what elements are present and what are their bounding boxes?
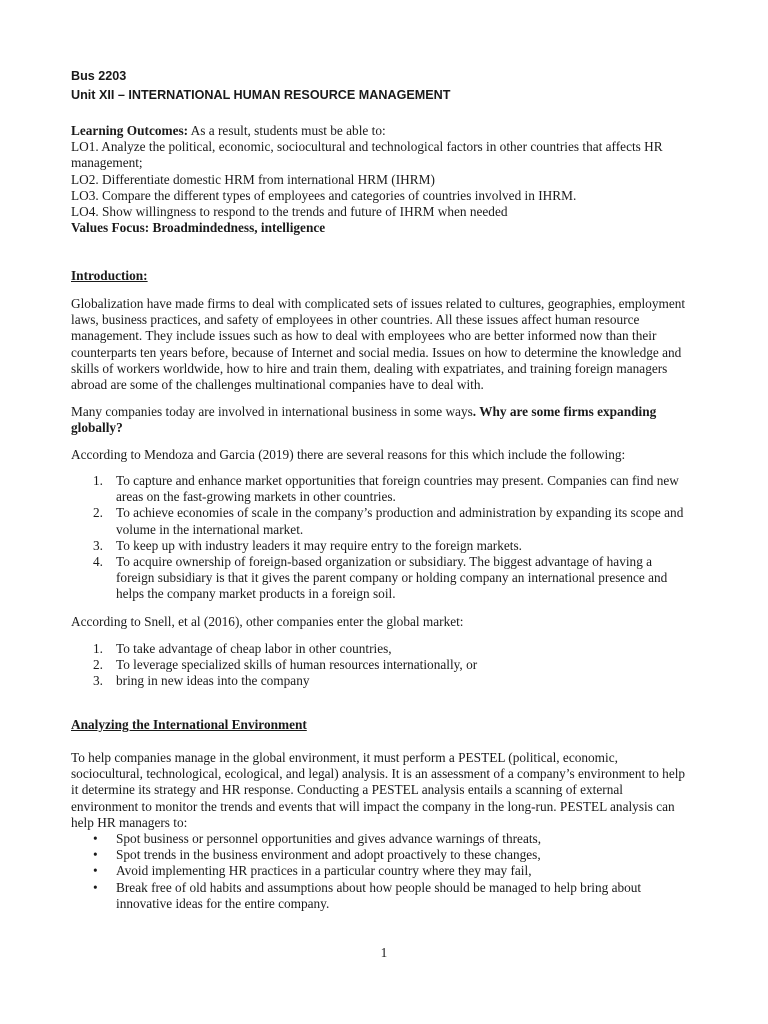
learning-outcome-1: LO1. Analyze the political, economic, sociocultural and technological factors in other countries that affects HR management;	[71, 139, 663, 171]
reasons-list	[71, 473, 691, 603]
introduction-paragraph-4: According to Snell, et al (2016), other companies enter the global market:	[71, 614, 464, 629]
introduction-heading: Introduction:	[71, 268, 148, 283]
learning-outcomes	[71, 123, 691, 236]
course-code: Bus 2203	[71, 69, 127, 83]
learning-outcomes-intro: Learning Outcomes: As a result, students must be able to:	[71, 123, 386, 138]
list-item: 3. bring in new ideas into the company	[93, 673, 310, 689]
pestel-benefits-list	[71, 831, 691, 912]
learning-outcome-4: LO4. Show willingness to respond to the trends and future of IHRM when needed	[71, 204, 508, 220]
bullet-icon: •	[93, 863, 98, 879]
introduction-paragraph-1: Globalization have made firms to deal with complicated sets of issues related to cultures, geographies, employment laws, business practices, and safety of employees in other countries. All these issues affect human resource management. They include issues such as how to deal with employees who are better informed now than their counterparts ten years before, because of Internet and social media. Issues on how to determine the knowledge and skills of workers worldwide, how to hire and train them, dealing with expatriates, and training foreign managers abroad are some of the challenges multinational companies have to deal with.	[71, 296, 686, 393]
why-expand-question: . Why are some firms expanding globally?	[71, 404, 657, 436]
list-item: 2. To leverage specialized skills of human resources internationally, or	[93, 657, 478, 673]
environment-heading: Analyzing the International Environment	[71, 717, 307, 732]
list-item: 3. To keep up with industry leaders it may require entry to the foreign markets.	[93, 537, 522, 553]
introduction-paragraph-2: Many companies today are involved in international business in some ways. Why are some firms expanding globally?	[71, 404, 657, 436]
list-item: 2. To achieve economies of scale in the company’s production and administration by expanding its scope and volume in the international market.	[93, 505, 684, 537]
bullet-icon: •	[93, 831, 98, 846]
list-item: 1. To take advantage of cheap labor in other countries,	[93, 641, 392, 656]
learning-outcomes-heading: Learning Outcomes:	[71, 123, 189, 138]
list-item: 1. To capture and enhance market opportunities that foreign countries may present. Companies can find new areas on the fast-growing markets in other countries.	[93, 473, 679, 505]
bullet-icon: •	[93, 847, 98, 863]
list-item: • Avoid implementing HR practices in a particular country where they may fail,	[93, 863, 532, 879]
introduction-paragraph-3: According to Mendoza and Garcia (2019) there are several reasons for this which include the following:	[71, 447, 626, 462]
list-item: • Spot trends in the business environment and adopt proactively to these changes,	[93, 847, 541, 863]
learning-outcome-2: LO2. Differentiate domestic HRM from international HRM (IHRM)	[71, 171, 435, 187]
list-item: • Break free of old habits and assumptions about how people should be managed to help bring about innovative ideas for the entire company.	[93, 879, 642, 911]
values-focus: Values Focus: Broadmindedness, intelligence	[71, 220, 326, 236]
environment-paragraph: To help companies manage in the global environment, it must perform a PESTEL (political, economic, sociocultural, technological, ecological, and legal) analysis. It is an assessment of a company’s environment to help it determine its strategy and HR response. Conducting a PESTEL analysis entails a scanning of external environment to monitor the trends and events that will impact the company in the long-run. PESTEL analysis can help HR managers to:	[71, 750, 686, 830]
page-number: 1	[380, 945, 388, 960]
learning-outcome-3: LO3. Compare the different types of employees and categories of countries involved in IHRM.	[71, 187, 577, 203]
bullet-icon: •	[93, 879, 98, 895]
unit-title: Unit XII – INTERNATIONAL HUMAN RESOURCE MANAGEMENT	[71, 88, 451, 102]
list-item: • Spot business or personnel opportunities and gives advance warnings of threats,	[93, 831, 542, 846]
snell-reasons-list	[71, 641, 691, 690]
list-item: 4. To acquire ownership of foreign-based organization or subsidiary. The biggest advantage of having a foreign subsidiary is that it gives the parent company or holding company an international presence and helps the company market products in a foreign soil.	[93, 554, 668, 602]
